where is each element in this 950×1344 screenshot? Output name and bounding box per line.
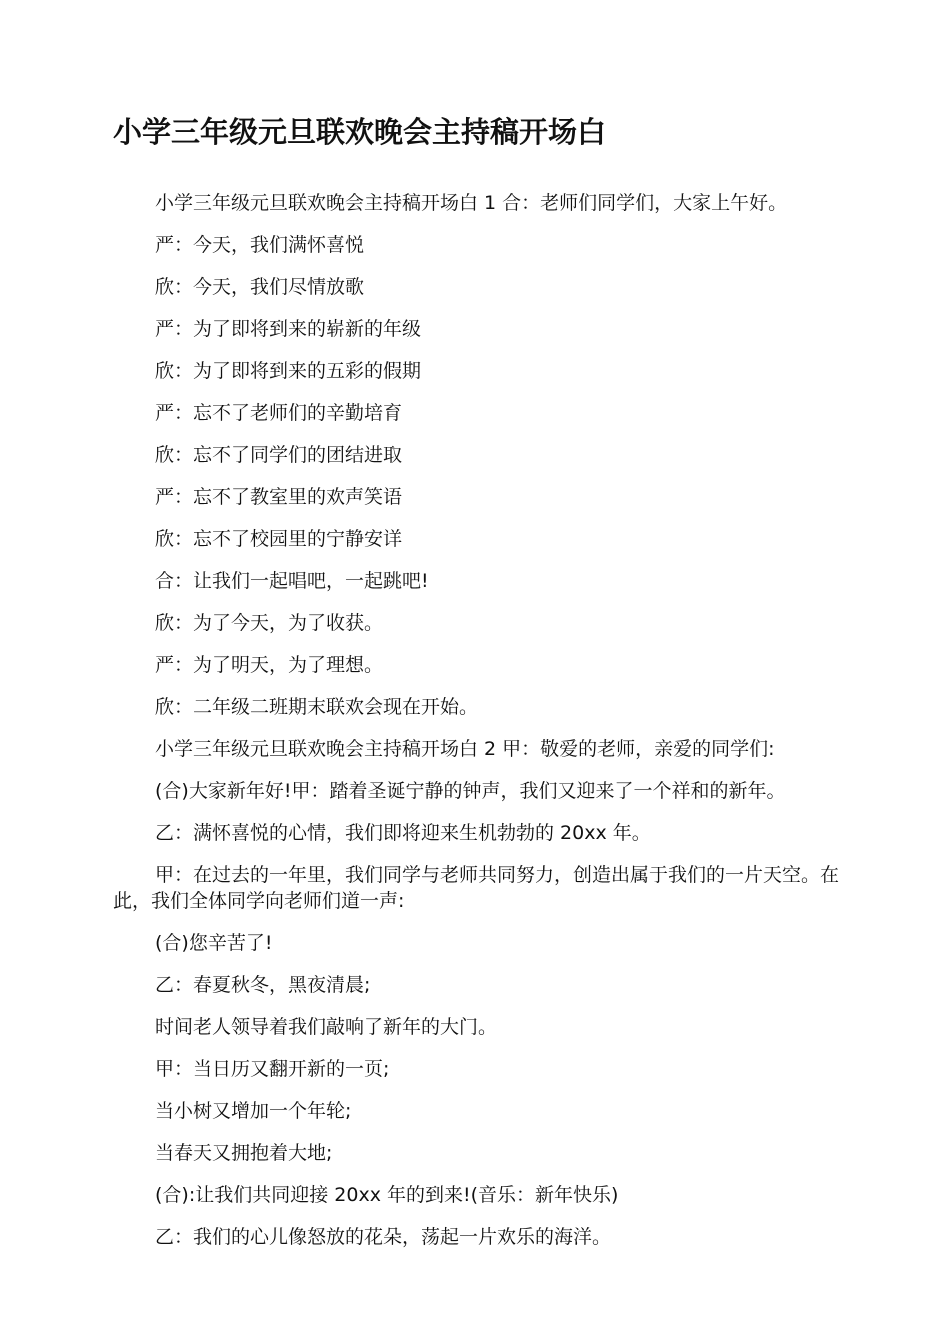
paragraph: 小学三年级元旦联欢晚会主持稿开场白 1 合：老师们同学们，大家上午好。 bbox=[155, 192, 788, 214]
paragraph: 欣：忘不了校园里的宁静安详 bbox=[155, 528, 403, 550]
paragraph: 严：为了即将到来的崭新的年级 bbox=[155, 318, 422, 340]
paragraph: 欣：为了即将到来的五彩的假期 bbox=[155, 360, 422, 382]
paragraph: 严：今天，我们满怀喜悦 bbox=[155, 234, 365, 256]
paragraph: 严：为了明天，为了理想。 bbox=[155, 654, 384, 676]
paragraph: 严：忘不了教室里的欢声笑语 bbox=[155, 486, 403, 508]
paragraph: 欣：二年级二班期末联欢会现在开始。 bbox=[155, 696, 479, 718]
paragraph: 欣：忘不了同学们的团结进取 bbox=[155, 444, 403, 466]
paragraph: 欣：今天，我们尽情放歌 bbox=[155, 276, 365, 298]
paragraph: 合：让我们一起唱吧，一起跳吧! bbox=[155, 570, 429, 592]
paragraph: (合)您辛苦了! bbox=[155, 932, 273, 954]
paragraph: 乙：春夏秋冬，黑夜清晨; bbox=[155, 974, 371, 996]
document-title: 小学三年级元旦联欢晚会主持稿开场白 bbox=[113, 115, 607, 149]
paragraph: 欣：为了今天，为了收获。 bbox=[155, 612, 384, 634]
paragraph: 当春天又拥抱着大地; bbox=[155, 1142, 333, 1164]
paragraph: 乙：满怀喜悦的心情，我们即将迎来生机勃勃的 20xx 年。 bbox=[155, 822, 651, 844]
paragraph: (合)大家新年好!甲：踏着圣诞宁静的钟声，我们又迎来了一个祥和的新年。 bbox=[155, 780, 786, 802]
paragraph: 当小树又增加一个年轮; bbox=[155, 1100, 352, 1122]
paragraph: 严：忘不了老师们的辛勤培育 bbox=[155, 402, 403, 424]
paragraph: 乙：我们的心儿像怒放的花朵，荡起一片欢乐的海洋。 bbox=[155, 1226, 612, 1248]
paragraph: (合):让我们共同迎接 20xx 年的到来!(音乐：新年快乐) bbox=[155, 1184, 619, 1206]
paragraph: 甲：当日历又翻开新的一页; bbox=[155, 1058, 390, 1080]
paragraph: 小学三年级元旦联欢晚会主持稿开场白 2 甲：敬爱的老师，亲爱的同学们: bbox=[155, 738, 775, 760]
document-body bbox=[113, 182, 843, 1258]
paragraph: 甲：在过去的一年里，我们同学与老师共同努力，创造出属于我们的一片天空。在此，我们全体同学向老师们道一声: bbox=[113, 864, 840, 912]
paragraph: 时间老人领导着我们敲响了新年的大门。 bbox=[155, 1016, 498, 1038]
